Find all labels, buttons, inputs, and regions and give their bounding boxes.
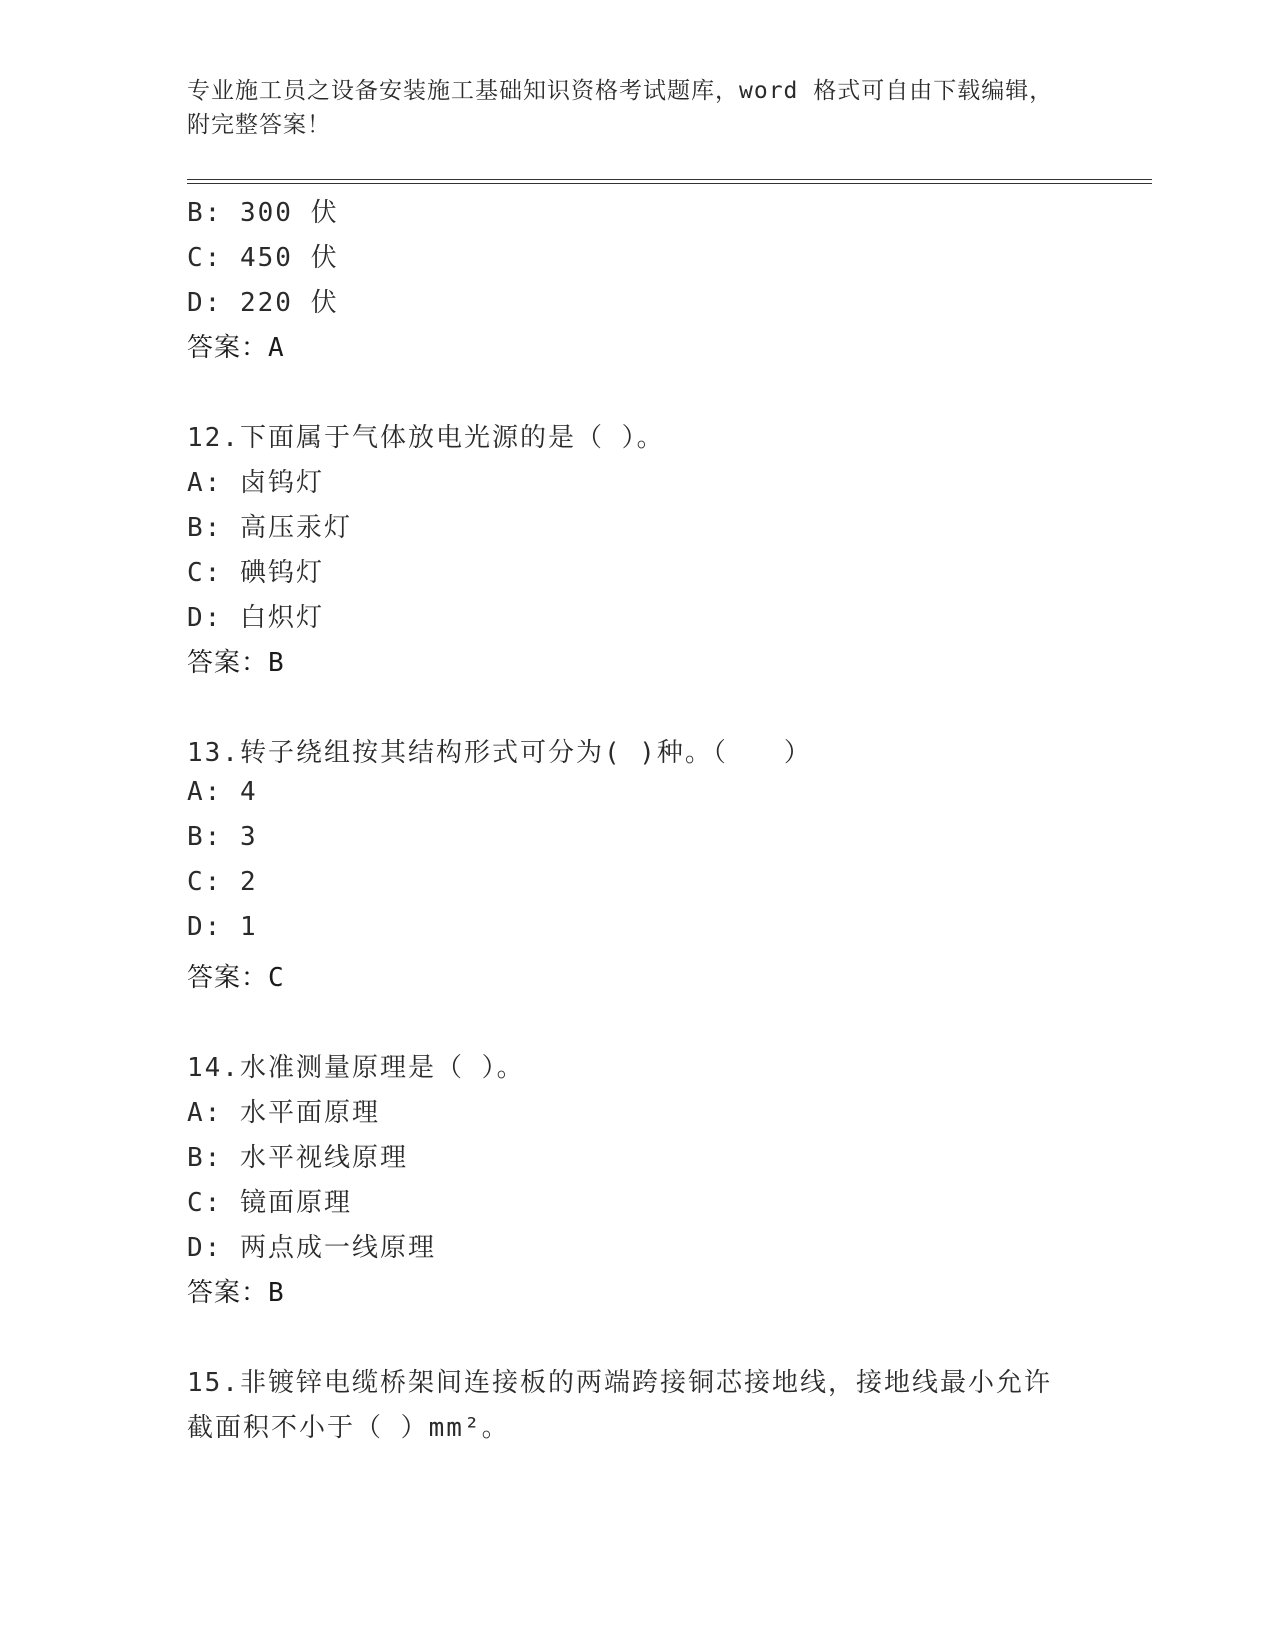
q14-answer — [187, 1272, 285, 1309]
q14-option-b: B: 水平视线原理 — [187, 1143, 408, 1173]
answer-value: B — [268, 648, 285, 678]
q11-option-c: C: 450 伏 — [187, 243, 339, 273]
q15-stem-line-1: 15.非镀锌电缆桥架间连接板的两端跨接铜芯接地线，接地线最小允许 — [187, 1368, 1052, 1398]
q14-stem: 14.水准测量原理是（ ）。 — [187, 1053, 525, 1083]
header-divider — [187, 179, 1152, 184]
q12-option-a: A: 卤钨灯 — [187, 468, 324, 498]
q13-answer — [187, 957, 285, 994]
q14-option-a: A: 水平面原理 — [187, 1098, 380, 1128]
q13-option-c: C: 2 — [187, 867, 258, 897]
document-header — [187, 74, 1087, 142]
header-line-1: 专业施工员之设备安装施工基础知识资格考试题库，word 格式可自由下载编辑， — [187, 78, 1054, 104]
answer-label: 答案： — [187, 333, 269, 363]
q15-stem-line-2: 截面积不小于（ ）mm²。 — [187, 1413, 510, 1443]
answer-label: 答案： — [187, 1278, 269, 1308]
header-line-2: 附完整答案！ — [187, 112, 331, 138]
q11-answer — [187, 327, 285, 364]
q12-option-b: B: 高压汞灯 — [187, 513, 352, 543]
q11-option-b: B: 300 伏 — [187, 198, 339, 228]
q13-option-d: D: 1 — [187, 912, 258, 942]
answer-value: C — [268, 963, 285, 993]
q13-stem: 13.转子绕组按其结构形式可分为( )种。（ ） — [187, 738, 812, 768]
q12-stem: 12.下面属于气体放电光源的是（ ）。 — [187, 423, 665, 453]
answer-value: A — [268, 333, 285, 363]
q12-option-c: C: 碘钨灯 — [187, 558, 324, 588]
answer-label: 答案： — [187, 648, 269, 678]
q12-answer — [187, 642, 285, 679]
q13-option-b: B: 3 — [187, 822, 258, 852]
q12-option-d: D: 白炽灯 — [187, 603, 324, 633]
q14-option-c: C: 镜面原理 — [187, 1188, 352, 1218]
q11-option-d: D: 220 伏 — [187, 288, 339, 318]
q13-option-a: A: 4 — [187, 777, 258, 807]
q14-option-d: D: 两点成一线原理 — [187, 1233, 436, 1263]
answer-value: B — [268, 1278, 285, 1308]
answer-label: 答案： — [187, 963, 269, 993]
